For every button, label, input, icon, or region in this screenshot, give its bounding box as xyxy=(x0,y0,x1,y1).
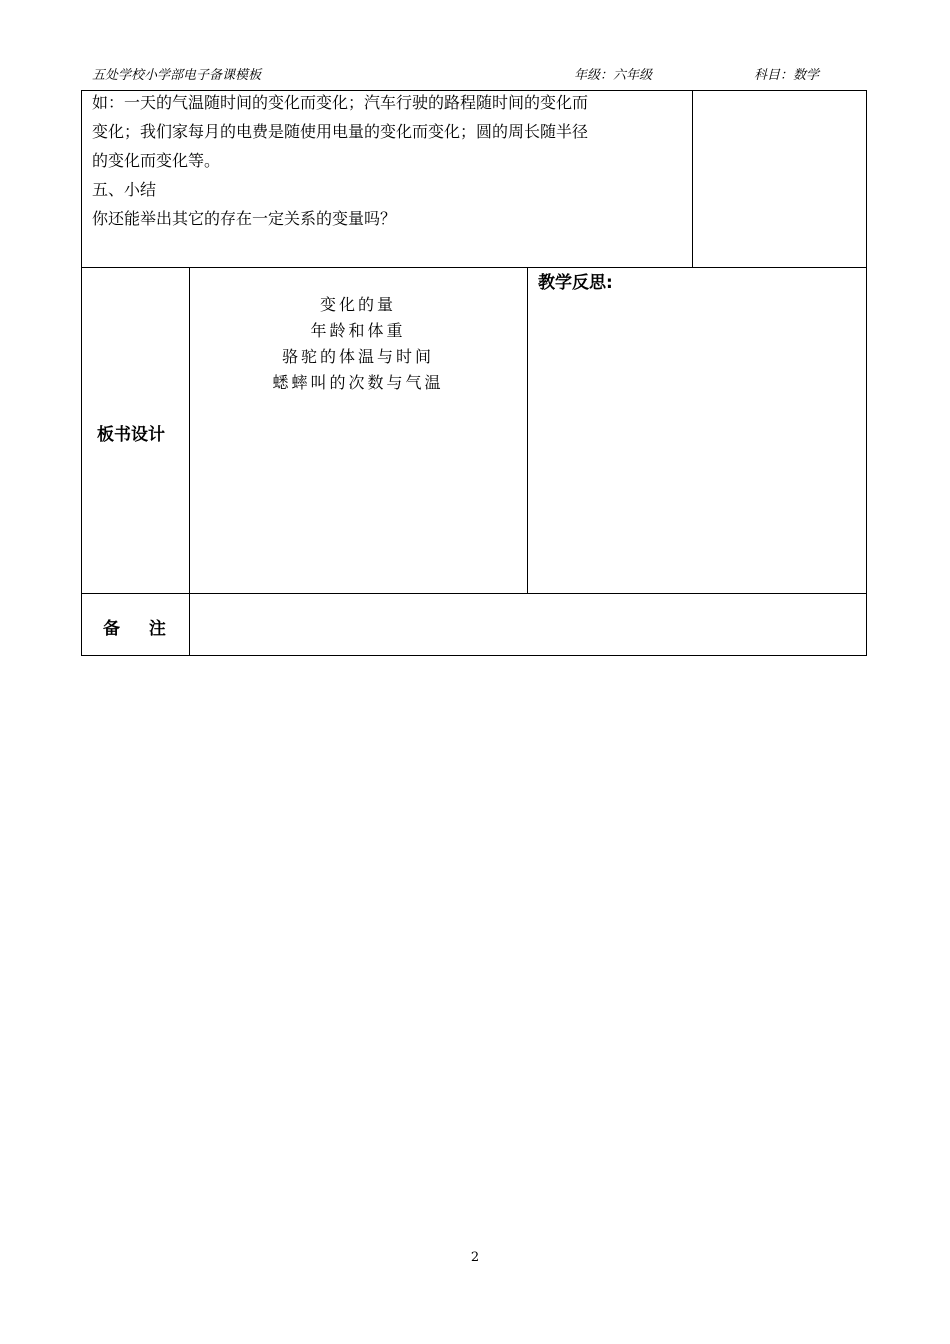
board-reflection-divider xyxy=(527,267,528,594)
content-line: 你还能举出其它的存在一定关系的变量吗？ xyxy=(92,209,397,228)
school-template-title: 五处学校小学部电子备课模板 xyxy=(92,68,262,83)
teaching-reflection-label: 教学反思: xyxy=(538,273,613,293)
remarks-label: 备 注 xyxy=(103,619,168,639)
lesson-content xyxy=(92,88,692,233)
grade-label: 年级：六年级 xyxy=(574,68,653,83)
subject-label: 科目：数学 xyxy=(754,68,820,83)
page-number: 2 xyxy=(470,1250,480,1265)
board-line: 变化的量 xyxy=(319,295,396,314)
content-line: 的变化而变化等。 xyxy=(92,151,221,170)
board-line: 骆驼的体温与时间 xyxy=(281,347,434,366)
board-design-label: 板书设计 xyxy=(97,425,165,445)
row-divider-bottom xyxy=(81,593,867,594)
content-line: 如：一天的气温随时间的变化而变化；汽车行驶的路程随时间的变化而 xyxy=(92,93,589,112)
content-line: 五、小结 xyxy=(92,180,157,199)
content-column-divider xyxy=(692,90,693,268)
content-line: 变化；我们家每月的电费是随使用电量的变化而变化；圆的周长随半径 xyxy=(92,122,589,141)
board-design-content xyxy=(190,292,526,396)
board-line: 蟋蟀叫的次数与气温 xyxy=(272,373,444,392)
row-divider-top xyxy=(81,267,867,268)
page-header xyxy=(92,64,832,86)
board-line: 年龄和体重 xyxy=(310,321,406,340)
